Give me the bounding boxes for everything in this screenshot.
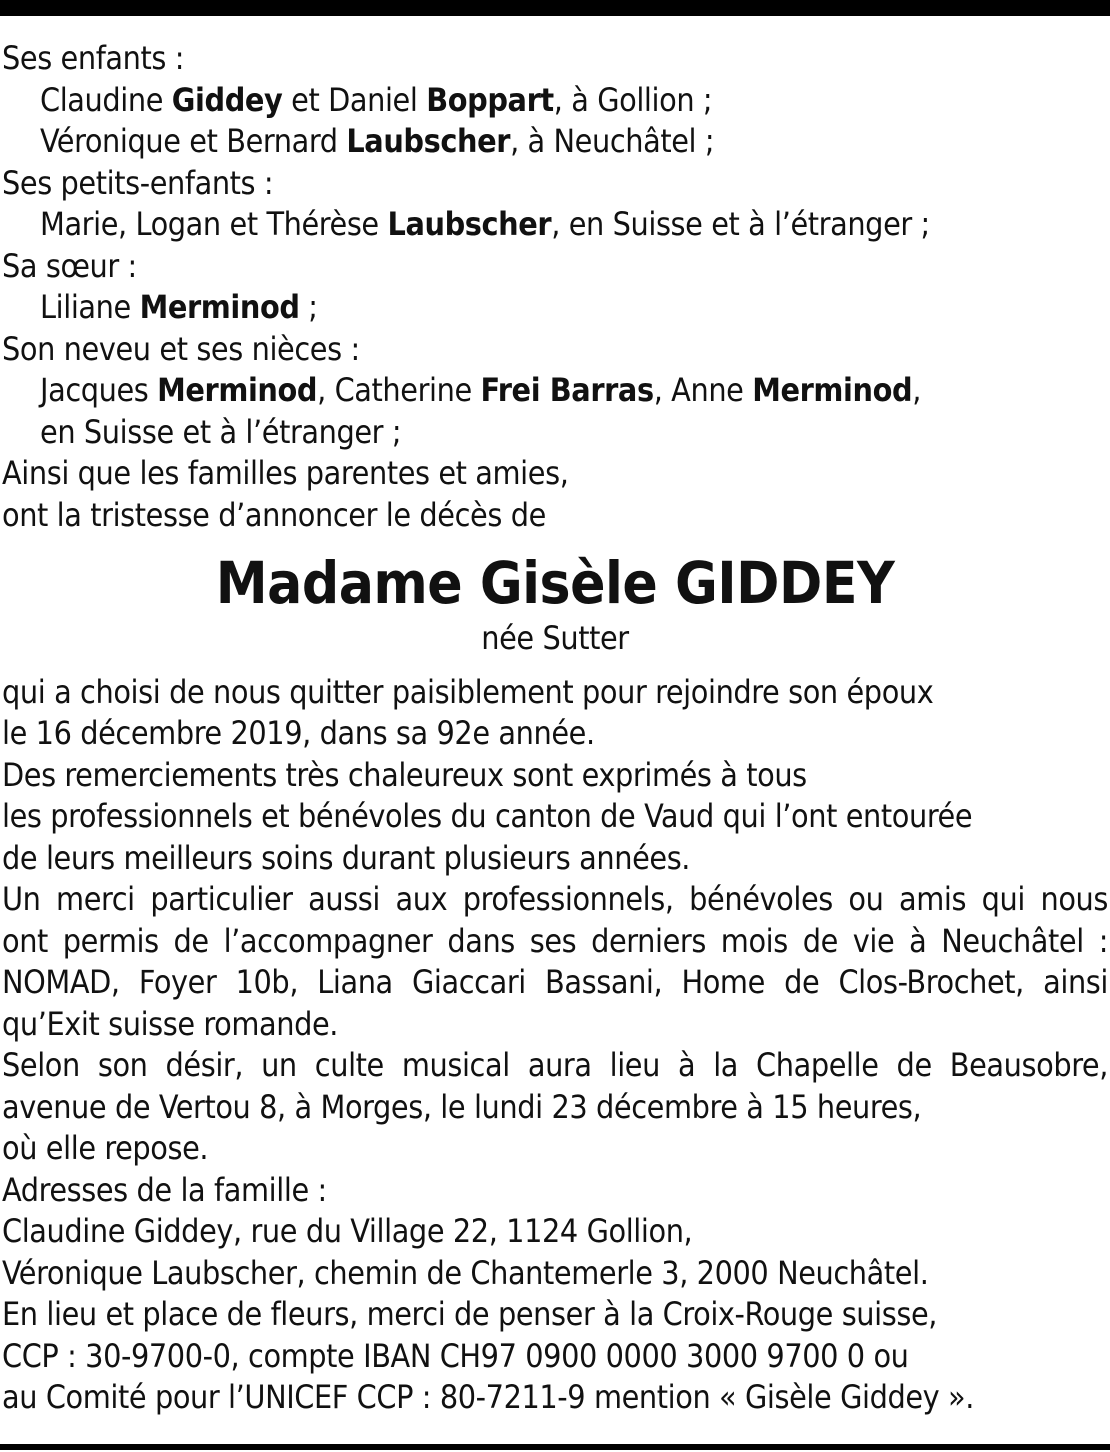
enfant1-last: Giddey xyxy=(171,80,283,119)
enfant1-last2: Boppart xyxy=(426,80,554,119)
top-rule xyxy=(0,0,1110,16)
neveu-line-1 xyxy=(2,370,1108,412)
obituary-notice xyxy=(2,38,1108,1419)
body-line-11: avenue de Vertou 8, à Morges, le lundi 23 décembre à 15 heures, xyxy=(2,1087,922,1126)
neveu-mid: , Catherine xyxy=(317,371,481,409)
enfant1-mid: et Daniel xyxy=(282,80,427,119)
bottom-rule xyxy=(0,1444,1110,1450)
soeur-first: Liliane xyxy=(40,288,140,326)
soeur-label: Sa sœur : xyxy=(2,246,137,285)
enfant2-tail: , à Neuchâtel ; xyxy=(510,122,715,160)
body-line-2: le 16 décembre 2019, dans sa 92e année. xyxy=(2,714,595,752)
neveu-last2: Frei Barras xyxy=(480,371,654,409)
petits-tail: , en Suisse et à l’étranger ; xyxy=(551,205,930,243)
body-line-5: de leurs meilleurs soins durant plusieurs années. xyxy=(2,838,691,877)
neveu-line-2: en Suisse et à l’étranger ; xyxy=(40,412,402,451)
petits-enfants-label: Ses petits-enfants : xyxy=(2,163,274,202)
soeur-line xyxy=(2,287,1108,329)
neveu-label: Son neveu et ses nièces : xyxy=(2,329,360,368)
body-line-17: CCP : 30-9700-0, compte IBAN CH97 0900 0000 3000 9700 0 ou xyxy=(2,1336,909,1375)
enfant1-tail: , à Gollion ; xyxy=(553,80,713,119)
deceased-name: Madame Gisèle GIDDEY xyxy=(215,550,895,616)
petits-last: Laubscher xyxy=(387,205,552,243)
body-line-12: où elle repose. xyxy=(2,1129,209,1167)
body-line-10: Selon son désir, un culte musical aura lieu à la Chapelle de Beausobre, xyxy=(2,1046,1108,1084)
body-line-8: NOMAD, Foyer 10b, Liana Giaccari Bassani, Home de Clos-Brochet, ainsi xyxy=(2,963,1108,1001)
neveu-first: Jacques xyxy=(40,371,158,409)
body-line-1: qui a choisi de nous quitter paisiblement pour rejoindre son époux xyxy=(2,672,934,711)
petits-enfants-line xyxy=(2,204,1108,246)
neveu-mid2: , Anne xyxy=(653,371,753,409)
enfants-label: Ses enfants : xyxy=(2,39,185,77)
body-line-13: Adresses de la famille : xyxy=(2,1170,327,1209)
tristesse-line: ont la tristesse d’annoncer le décès de xyxy=(2,495,546,534)
ainsi-line: Ainsi que les familles parentes et amies, xyxy=(2,454,569,492)
enfant-line-2 xyxy=(2,121,1108,163)
neveu-last: Merminod xyxy=(157,371,318,409)
enfant1-first: Claudine xyxy=(40,80,172,119)
neveu-tail: , xyxy=(912,371,921,409)
body-line-4: les professionnels et bénévoles du canton de Vaud qui l’ont entourée xyxy=(2,797,973,835)
soeur-last: Merminod xyxy=(139,288,300,326)
neveu-last3: Merminod xyxy=(752,371,913,409)
body-line-14: Claudine Giddey, rue du Village 22, 1124 Gollion, xyxy=(2,1212,693,1250)
maiden-name: née Sutter xyxy=(481,619,629,657)
body-line-6: Un merci particulier aussi aux professionnels, bénévoles ou amis qui nous xyxy=(2,880,1108,918)
body-line-7: ont permis de l’accompagner dans ses derniers mois de vie à Neuchâtel : xyxy=(2,921,1108,960)
enfant2-last: Laubscher xyxy=(346,122,511,160)
body-line-3: Des remerciements très chaleureux sont exprimés à tous xyxy=(2,755,807,794)
body-line-16: En lieu et place de fleurs, merci de penser à la Croix-Rouge suisse, xyxy=(2,1295,938,1333)
enfant2-first: Véronique et Bernard xyxy=(40,122,347,160)
body-line-9: qu’Exit suisse romande. xyxy=(2,1004,339,1043)
soeur-tail: ; xyxy=(299,288,318,326)
body-line-15: Véronique Laubscher, chemin de Chantemerle 3, 2000 Neuchâtel. xyxy=(2,1253,929,1292)
enfant-line-1 xyxy=(2,80,1108,122)
body-line-18: au Comité pour l’UNICEF CCP : 80-7211-9 mention « Gisèle Giddey ». xyxy=(2,1378,975,1416)
petits-first: Marie, Logan et Thérèse xyxy=(40,205,388,243)
